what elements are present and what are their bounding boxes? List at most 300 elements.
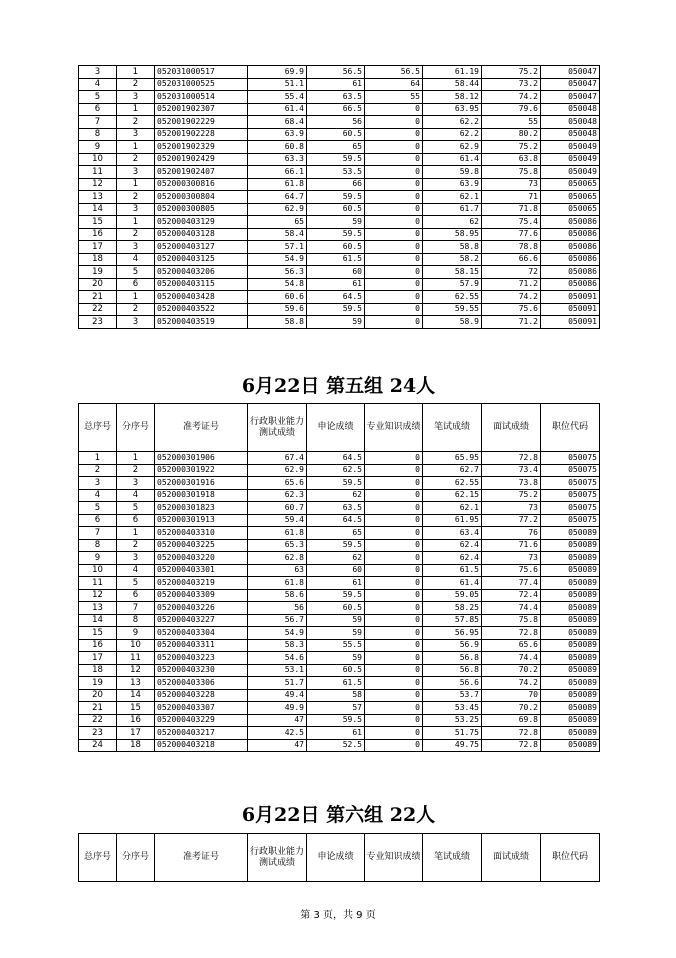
cell-essay-score: 61 <box>307 577 365 590</box>
cell-aptitude-score: 54.8 <box>248 278 307 291</box>
cell-sub-no: 13 <box>117 677 155 690</box>
table-row <box>79 602 600 615</box>
cell-professional-score: 0 <box>365 452 423 465</box>
group4-table <box>78 65 600 329</box>
cell-exam-id: 052001902407 <box>155 166 248 179</box>
cell-total-no: 18 <box>79 664 117 677</box>
cell-position-code: 050086 <box>541 278 600 291</box>
cell-professional-score: 0 <box>365 141 423 154</box>
cell-essay-score: 59.5 <box>307 477 365 490</box>
cell-exam-id: 052031000525 <box>155 78 248 91</box>
table-row <box>79 153 600 166</box>
cell-interview-score: 75.2 <box>482 141 541 154</box>
cell-exam-id: 052000403217 <box>155 727 248 740</box>
cell-sub-no: 4 <box>117 253 155 266</box>
cell-written-score: 56.6 <box>423 677 482 690</box>
cell-sub-no: 1 <box>117 178 155 191</box>
cell-sub-no: 2 <box>117 116 155 129</box>
cell-total-no: 10 <box>79 153 117 166</box>
cell-essay-score: 65 <box>307 527 365 540</box>
cell-aptitude-score: 58.4 <box>248 228 307 241</box>
cell-essay-score: 61 <box>307 278 365 291</box>
cell-interview-score: 55 <box>482 116 541 129</box>
cell-total-no: 16 <box>79 228 117 241</box>
cell-professional-score: 56.5 <box>365 66 423 79</box>
cell-sub-no: 2 <box>117 539 155 552</box>
cell-written-score: 58.2 <box>423 253 482 266</box>
cell-exam-id: 052001902429 <box>155 153 248 166</box>
cell-total-no: 11 <box>79 577 117 590</box>
cell-professional-score: 0 <box>365 527 423 540</box>
cell-exam-id: 052001902307 <box>155 103 248 116</box>
cell-written-score: 63.95 <box>423 103 482 116</box>
cell-position-code: 050086 <box>541 216 600 229</box>
cell-sub-no: 9 <box>117 627 155 640</box>
cell-aptitude-score: 63.3 <box>248 153 307 166</box>
cell-aptitude-score: 61.4 <box>248 103 307 116</box>
table-row <box>79 216 600 229</box>
cell-interview-score: 71.6 <box>482 539 541 552</box>
cell-professional-score: 0 <box>365 739 423 752</box>
cell-written-score: 58.15 <box>423 266 482 279</box>
cell-professional-score: 0 <box>365 241 423 254</box>
cell-total-no: 9 <box>79 552 117 565</box>
cell-position-code: 050075 <box>541 464 600 477</box>
cell-exam-id: 052000300804 <box>155 191 248 204</box>
table-row <box>79 103 600 116</box>
cell-sub-no: 3 <box>117 316 155 329</box>
cell-total-no: 14 <box>79 203 117 216</box>
cell-total-no: 12 <box>79 589 117 602</box>
cell-exam-id: 052000300805 <box>155 203 248 216</box>
cell-total-no: 16 <box>79 639 117 652</box>
cell-essay-score: 59.5 <box>307 589 365 602</box>
cell-total-no: 5 <box>79 502 117 515</box>
cell-position-code: 050049 <box>541 153 600 166</box>
cell-aptitude-score: 64.7 <box>248 191 307 204</box>
group6-table <box>78 833 600 882</box>
header-total-no: 总序号 <box>79 834 117 882</box>
cell-essay-score: 60.5 <box>307 128 365 141</box>
table-row <box>79 489 600 502</box>
cell-sub-no: 10 <box>117 639 155 652</box>
cell-interview-score: 71.2 <box>482 278 541 291</box>
cell-sub-no: 1 <box>117 66 155 79</box>
cell-total-no: 9 <box>79 141 117 154</box>
cell-total-no: 17 <box>79 241 117 254</box>
cell-aptitude-score: 54.6 <box>248 652 307 665</box>
cell-interview-score: 71 <box>482 191 541 204</box>
cell-professional-score: 0 <box>365 664 423 677</box>
cell-position-code: 050091 <box>541 303 600 316</box>
cell-position-code: 050089 <box>541 627 600 640</box>
cell-exam-id: 052000403310 <box>155 527 248 540</box>
cell-total-no: 3 <box>79 66 117 79</box>
cell-essay-score: 59.5 <box>307 228 365 241</box>
table-row <box>79 228 600 241</box>
header-sub-no: 分序号 <box>117 404 155 452</box>
cell-total-no: 5 <box>79 91 117 104</box>
cell-sub-no: 1 <box>117 216 155 229</box>
cell-exam-id: 052000403225 <box>155 539 248 552</box>
cell-total-no: 22 <box>79 714 117 727</box>
cell-exam-id: 052000403128 <box>155 228 248 241</box>
cell-total-no: 20 <box>79 278 117 291</box>
cell-aptitude-score: 63.9 <box>248 128 307 141</box>
cell-essay-score: 60.5 <box>307 241 365 254</box>
cell-aptitude-score: 54.9 <box>248 627 307 640</box>
cell-exam-id: 052000403229 <box>155 714 248 727</box>
cell-sub-no: 3 <box>117 477 155 490</box>
cell-aptitude-score: 62.9 <box>248 464 307 477</box>
cell-exam-id: 052000403227 <box>155 614 248 627</box>
table-row <box>79 191 600 204</box>
cell-written-score: 58.44 <box>423 78 482 91</box>
cell-essay-score: 59.5 <box>307 153 365 166</box>
cell-essay-score: 66.5 <box>307 103 365 116</box>
cell-exam-id: 052000403127 <box>155 241 248 254</box>
header-essay: 申论成绩 <box>307 834 365 882</box>
group4-table-body <box>79 66 600 329</box>
cell-written-score: 53.7 <box>423 689 482 702</box>
cell-aptitude-score: 56.3 <box>248 266 307 279</box>
cell-position-code: 050091 <box>541 316 600 329</box>
cell-professional-score: 0 <box>365 514 423 527</box>
cell-professional-score: 0 <box>365 464 423 477</box>
cell-exam-id: 052000403304 <box>155 627 248 640</box>
header-total-no: 总序号 <box>79 404 117 452</box>
cell-essay-score: 59 <box>307 652 365 665</box>
cell-position-code: 050049 <box>541 141 600 154</box>
cell-aptitude-score: 49.9 <box>248 702 307 715</box>
cell-exam-id: 052000301823 <box>155 502 248 515</box>
cell-aptitude-score: 58.6 <box>248 589 307 602</box>
cell-position-code: 050075 <box>541 514 600 527</box>
group5-header-row <box>79 404 600 452</box>
cell-sub-no: 2 <box>117 303 155 316</box>
cell-sub-no: 1 <box>117 291 155 304</box>
cell-interview-score: 70.2 <box>482 664 541 677</box>
table-row <box>79 316 600 329</box>
cell-written-score: 63.4 <box>423 527 482 540</box>
cell-position-code: 050048 <box>541 128 600 141</box>
group5-table <box>78 403 600 752</box>
cell-interview-score: 75.6 <box>482 564 541 577</box>
table-row <box>79 739 600 752</box>
cell-aptitude-score: 69.9 <box>248 66 307 79</box>
cell-interview-score: 79.6 <box>482 103 541 116</box>
cell-written-score: 59.05 <box>423 589 482 602</box>
cell-written-score: 61.19 <box>423 66 482 79</box>
cell-total-no: 3 <box>79 477 117 490</box>
cell-exam-id: 052000403306 <box>155 677 248 690</box>
cell-written-score: 53.45 <box>423 702 482 715</box>
cell-written-score: 59.55 <box>423 303 482 316</box>
cell-exam-id: 052000403223 <box>155 652 248 665</box>
cell-aptitude-score: 67.4 <box>248 452 307 465</box>
cell-exam-id: 052000403219 <box>155 577 248 590</box>
cell-professional-score: 0 <box>365 278 423 291</box>
cell-position-code: 050048 <box>541 103 600 116</box>
cell-essay-score: 64.5 <box>307 291 365 304</box>
header-position-code: 职位代码 <box>541 404 600 452</box>
cell-interview-score: 74.4 <box>482 602 541 615</box>
cell-sub-no: 4 <box>117 489 155 502</box>
cell-position-code: 050089 <box>541 639 600 652</box>
cell-professional-score: 0 <box>365 564 423 577</box>
table-row <box>79 266 600 279</box>
cell-position-code: 050075 <box>541 477 600 490</box>
cell-total-no: 20 <box>79 689 117 702</box>
cell-written-score: 56.95 <box>423 627 482 640</box>
cell-total-no: 12 <box>79 178 117 191</box>
cell-exam-id: 052000403115 <box>155 278 248 291</box>
cell-interview-score: 69.8 <box>482 714 541 727</box>
table-row <box>79 128 600 141</box>
cell-aptitude-score: 56 <box>248 602 307 615</box>
cell-essay-score: 61 <box>307 727 365 740</box>
cell-exam-id: 052000403522 <box>155 303 248 316</box>
cell-position-code: 050047 <box>541 66 600 79</box>
cell-written-score: 61.7 <box>423 203 482 216</box>
table-row <box>79 702 600 715</box>
cell-aptitude-score: 65.6 <box>248 477 307 490</box>
cell-exam-id: 052000300816 <box>155 178 248 191</box>
cell-essay-score: 61.5 <box>307 253 365 266</box>
cell-essay-score: 59.5 <box>307 303 365 316</box>
cell-aptitude-score: 58.3 <box>248 639 307 652</box>
table-row <box>79 178 600 191</box>
cell-interview-score: 70 <box>482 689 541 702</box>
header-written: 笔试成绩 <box>423 404 482 452</box>
cell-professional-score: 0 <box>365 266 423 279</box>
cell-essay-score: 61.5 <box>307 677 365 690</box>
cell-position-code: 050089 <box>541 702 600 715</box>
cell-written-score: 62.2 <box>423 128 482 141</box>
cell-essay-score: 62 <box>307 489 365 502</box>
cell-written-score: 62.1 <box>423 502 482 515</box>
cell-sub-no: 6 <box>117 589 155 602</box>
cell-professional-score: 0 <box>365 539 423 552</box>
cell-essay-score: 64.5 <box>307 452 365 465</box>
cell-sub-no: 2 <box>117 78 155 91</box>
cell-interview-score: 75.2 <box>482 489 541 502</box>
cell-essay-score: 56 <box>307 116 365 129</box>
table-row <box>79 166 600 179</box>
table-row <box>79 589 600 602</box>
cell-professional-score: 0 <box>365 178 423 191</box>
table-row <box>79 577 600 590</box>
cell-total-no: 14 <box>79 614 117 627</box>
cell-aptitude-score: 60.6 <box>248 291 307 304</box>
cell-total-no: 19 <box>79 266 117 279</box>
cell-aptitude-score: 49.4 <box>248 689 307 702</box>
cell-position-code: 050089 <box>541 602 600 615</box>
cell-aptitude-score: 66.1 <box>248 166 307 179</box>
table-row <box>79 714 600 727</box>
header-aptitude: 行政职业能力测试成绩 <box>248 834 307 882</box>
cell-position-code: 050086 <box>541 241 600 254</box>
cell-interview-score: 74.2 <box>482 291 541 304</box>
cell-aptitude-score: 42.5 <box>248 727 307 740</box>
header-interview: 面试成绩 <box>482 834 541 882</box>
cell-sub-no: 2 <box>117 228 155 241</box>
cell-professional-score: 0 <box>365 577 423 590</box>
cell-aptitude-score: 47 <box>248 714 307 727</box>
cell-written-score: 62.55 <box>423 291 482 304</box>
cell-exam-id: 052000301916 <box>155 477 248 490</box>
cell-aptitude-score: 56.7 <box>248 614 307 627</box>
table-row <box>79 78 600 91</box>
cell-sub-no: 6 <box>117 514 155 527</box>
cell-interview-score: 72.8 <box>482 452 541 465</box>
cell-interview-score: 77.2 <box>482 514 541 527</box>
cell-written-score: 63.9 <box>423 178 482 191</box>
cell-professional-score: 0 <box>365 291 423 304</box>
cell-aptitude-score: 59.6 <box>248 303 307 316</box>
table-row <box>79 66 600 79</box>
cell-position-code: 050086 <box>541 253 600 266</box>
cell-total-no: 8 <box>79 539 117 552</box>
cell-professional-score: 0 <box>365 203 423 216</box>
header-aptitude: 行政职业能力测试成绩 <box>248 404 307 452</box>
cell-sub-no: 7 <box>117 602 155 615</box>
cell-aptitude-score: 60.7 <box>248 502 307 515</box>
cell-sub-no: 14 <box>117 689 155 702</box>
cell-position-code: 050065 <box>541 203 600 216</box>
cell-interview-score: 75.8 <box>482 166 541 179</box>
cell-written-score: 58.25 <box>423 602 482 615</box>
table-row <box>79 278 600 291</box>
cell-interview-score: 72.8 <box>482 739 541 752</box>
cell-professional-score: 0 <box>365 303 423 316</box>
cell-written-score: 56.8 <box>423 652 482 665</box>
cell-exam-id: 052031000514 <box>155 91 248 104</box>
cell-written-score: 62.7 <box>423 464 482 477</box>
cell-essay-score: 53.5 <box>307 166 365 179</box>
cell-professional-score: 0 <box>365 627 423 640</box>
cell-essay-score: 60.5 <box>307 664 365 677</box>
cell-essay-score: 65 <box>307 141 365 154</box>
cell-interview-score: 73.4 <box>482 464 541 477</box>
cell-essay-score: 61 <box>307 78 365 91</box>
cell-sub-no: 5 <box>117 502 155 515</box>
cell-professional-score: 0 <box>365 216 423 229</box>
cell-total-no: 2 <box>79 464 117 477</box>
table-row <box>79 677 600 690</box>
cell-written-score: 53.25 <box>423 714 482 727</box>
cell-sub-no: 2 <box>117 153 155 166</box>
table-row <box>79 614 600 627</box>
cell-professional-score: 0 <box>365 228 423 241</box>
cell-written-score: 62.9 <box>423 141 482 154</box>
cell-sub-no: 1 <box>117 103 155 116</box>
cell-professional-score: 0 <box>365 639 423 652</box>
header-interview: 面试成绩 <box>482 404 541 452</box>
cell-essay-score: 59 <box>307 216 365 229</box>
cell-written-score: 62.1 <box>423 191 482 204</box>
cell-essay-score: 60.5 <box>307 203 365 216</box>
header-written: 笔试成绩 <box>423 834 482 882</box>
cell-written-score: 62.4 <box>423 552 482 565</box>
cell-position-code: 050048 <box>541 116 600 129</box>
cell-sub-no: 3 <box>117 91 155 104</box>
cell-professional-score: 0 <box>365 552 423 565</box>
cell-written-score: 49.75 <box>423 739 482 752</box>
table-row <box>79 116 600 129</box>
cell-exam-id: 052000403129 <box>155 216 248 229</box>
cell-total-no: 22 <box>79 303 117 316</box>
table-row <box>79 91 600 104</box>
cell-sub-no: 17 <box>117 727 155 740</box>
cell-sub-no: 3 <box>117 203 155 216</box>
cell-aptitude-score: 68.4 <box>248 116 307 129</box>
cell-exam-id: 052001902329 <box>155 141 248 154</box>
cell-written-score: 62.4 <box>423 539 482 552</box>
cell-position-code: 050075 <box>541 452 600 465</box>
header-exam-id: 准考证号 <box>155 404 248 452</box>
cell-written-score: 61.4 <box>423 577 482 590</box>
table-row <box>79 502 600 515</box>
cell-essay-score: 66 <box>307 178 365 191</box>
group5-table-body <box>79 452 600 752</box>
table-row <box>79 652 600 665</box>
cell-sub-no: 16 <box>117 714 155 727</box>
cell-interview-score: 77.4 <box>482 577 541 590</box>
cell-professional-score: 0 <box>365 316 423 329</box>
cell-position-code: 050065 <box>541 191 600 204</box>
cell-position-code: 050086 <box>541 228 600 241</box>
group6-header-row <box>79 834 600 882</box>
cell-professional-score: 0 <box>365 602 423 615</box>
cell-professional-score: 0 <box>365 153 423 166</box>
cell-written-score: 61.95 <box>423 514 482 527</box>
cell-interview-score: 78.8 <box>482 241 541 254</box>
cell-sub-no: 3 <box>117 241 155 254</box>
cell-written-score: 56.9 <box>423 639 482 652</box>
cell-position-code: 050086 <box>541 266 600 279</box>
cell-professional-score: 0 <box>365 166 423 179</box>
table-row <box>79 253 600 266</box>
cell-exam-id: 052000403301 <box>155 564 248 577</box>
cell-sub-no: 18 <box>117 739 155 752</box>
table-row <box>79 452 600 465</box>
cell-interview-score: 72.8 <box>482 627 541 640</box>
table-row <box>79 141 600 154</box>
cell-exam-id: 052000403311 <box>155 639 248 652</box>
header-exam-id: 准考证号 <box>155 834 248 882</box>
cell-interview-score: 75.6 <box>482 303 541 316</box>
cell-aptitude-score: 61.8 <box>248 527 307 540</box>
cell-position-code: 050047 <box>541 91 600 104</box>
cell-exam-id: 052001902228 <box>155 128 248 141</box>
cell-aptitude-score: 62.3 <box>248 489 307 502</box>
cell-written-score: 58.9 <box>423 316 482 329</box>
cell-essay-score: 60.5 <box>307 602 365 615</box>
cell-position-code: 050089 <box>541 739 600 752</box>
cell-professional-score: 0 <box>365 714 423 727</box>
cell-professional-score: 0 <box>365 128 423 141</box>
table-row <box>79 464 600 477</box>
table-row <box>79 527 600 540</box>
cell-written-score: 62.55 <box>423 477 482 490</box>
header-position-code: 职位代码 <box>541 834 600 882</box>
cell-aptitude-score: 61.8 <box>248 178 307 191</box>
table-row <box>79 639 600 652</box>
cell-position-code: 050049 <box>541 166 600 179</box>
cell-professional-score: 64 <box>365 78 423 91</box>
cell-essay-score: 60 <box>307 564 365 577</box>
